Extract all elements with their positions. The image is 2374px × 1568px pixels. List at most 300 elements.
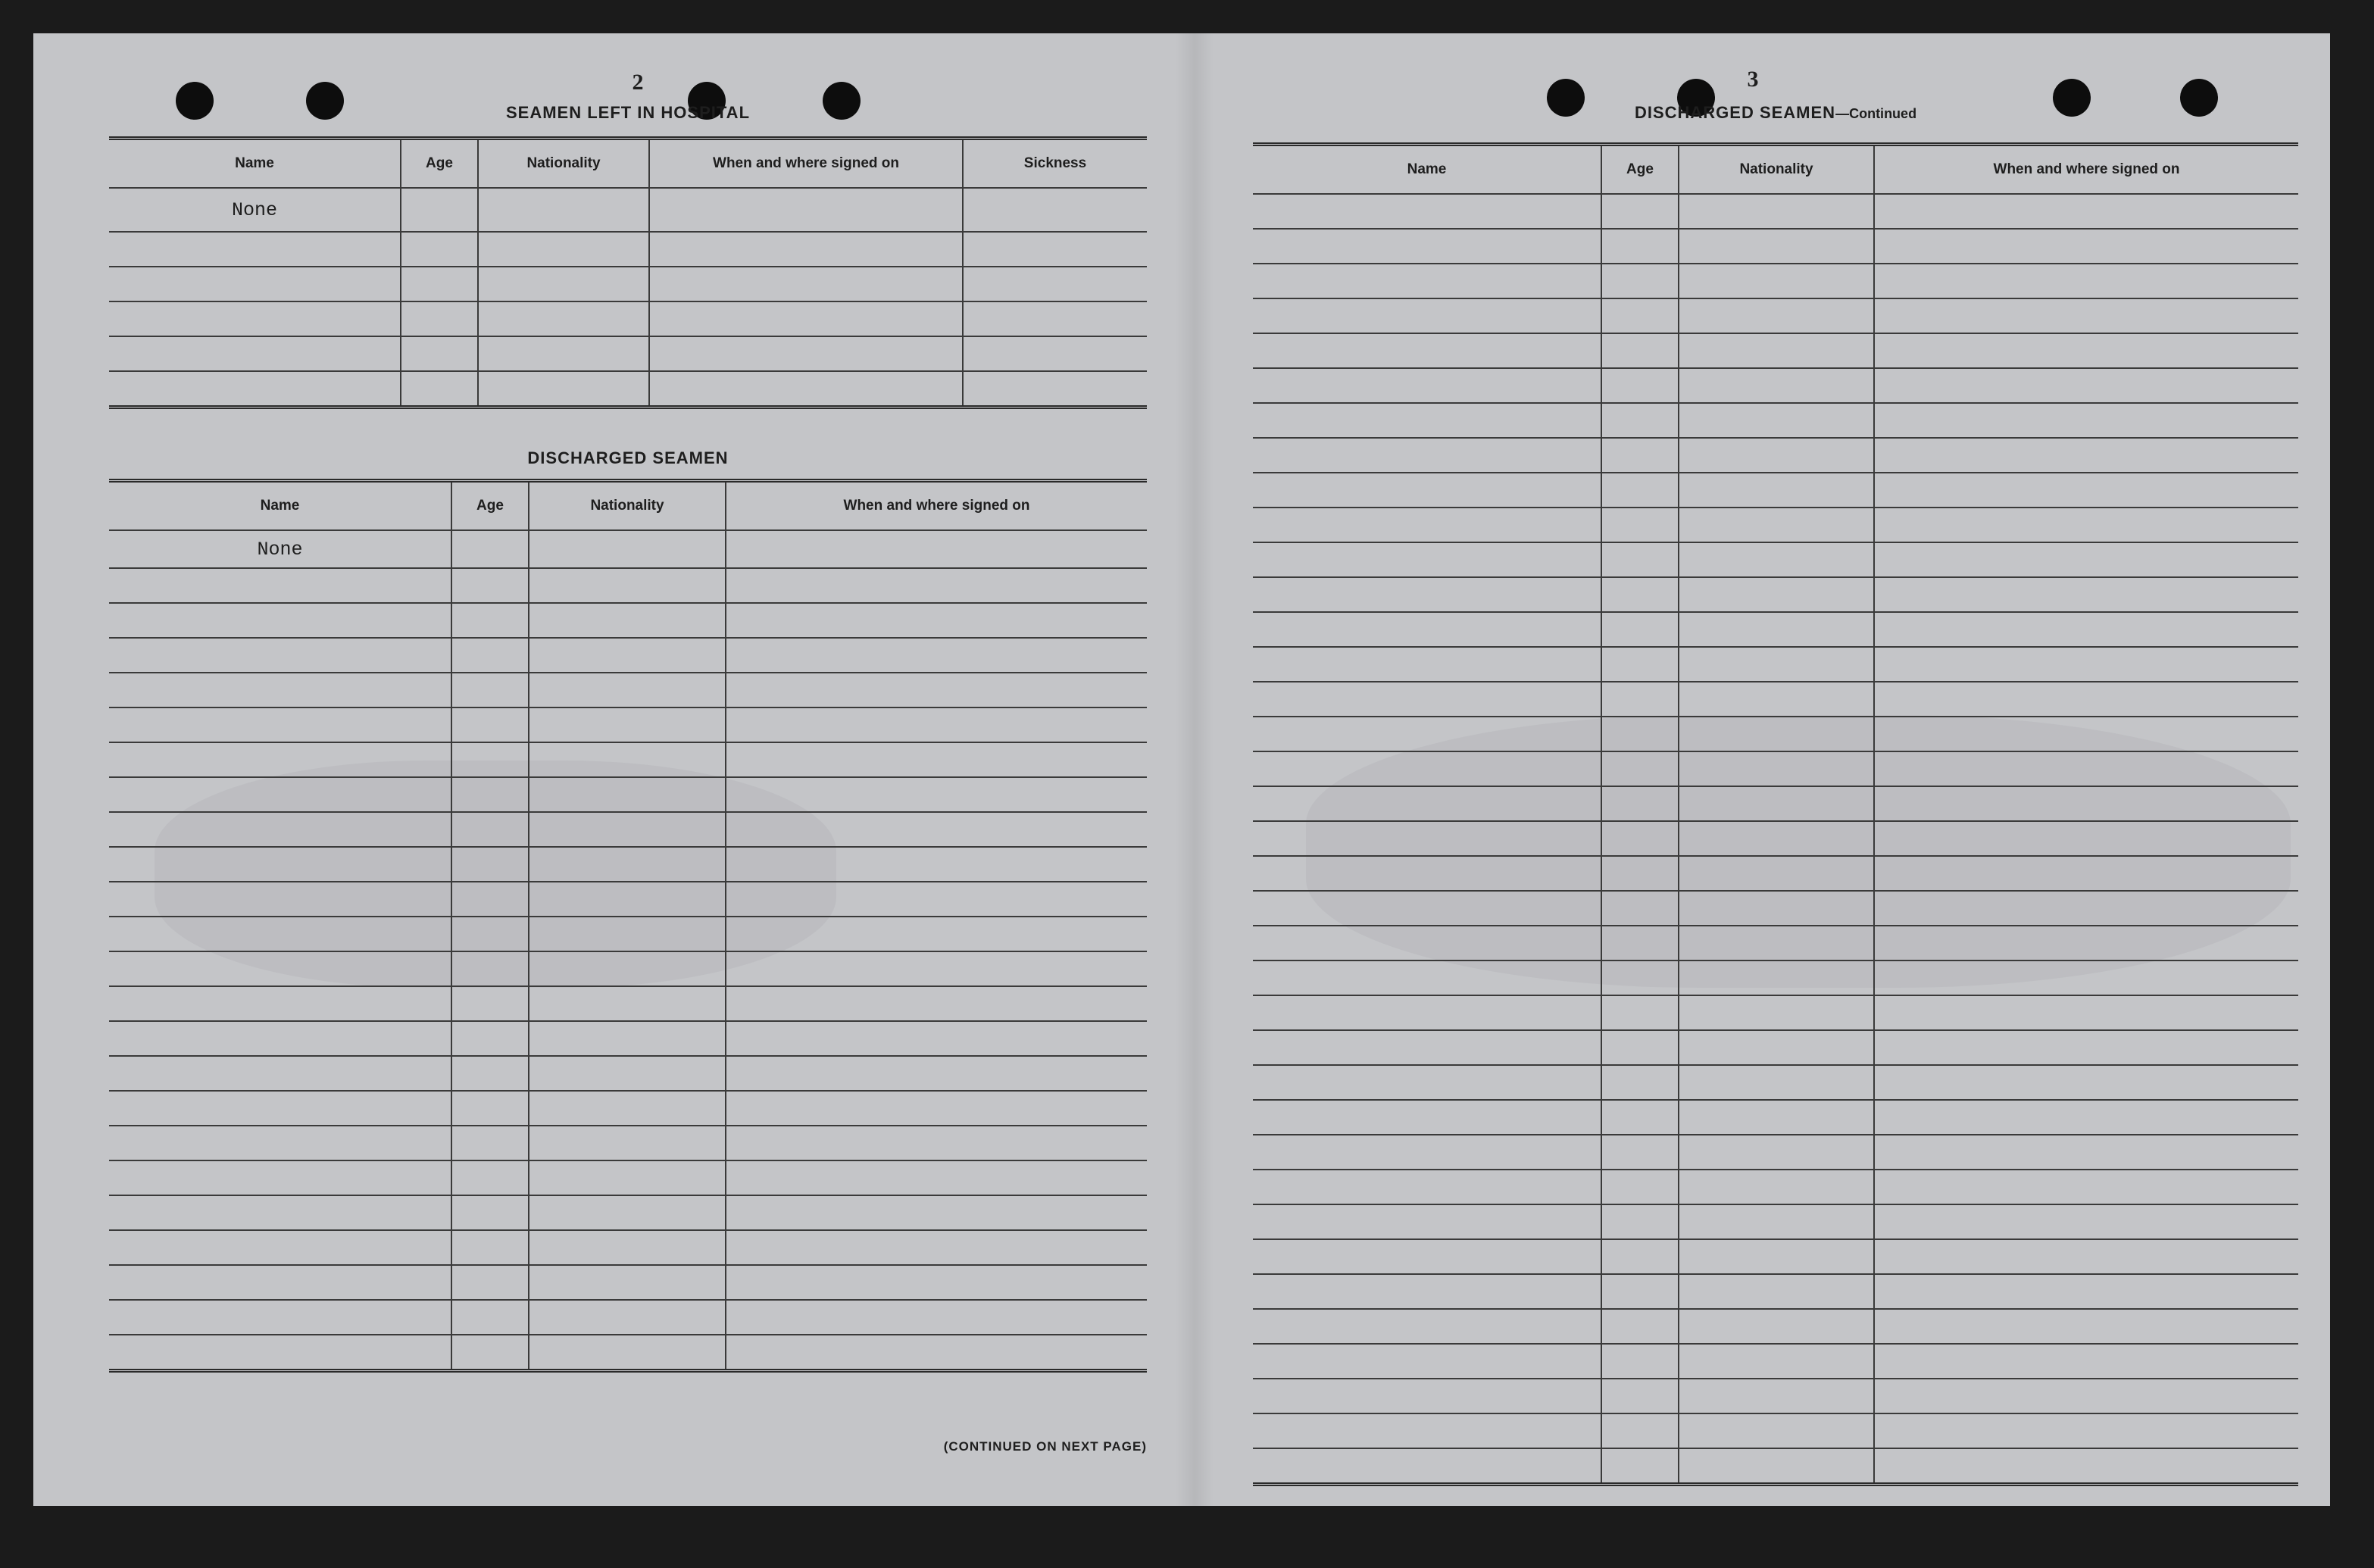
cell-name [109, 917, 451, 951]
cell-nationality [529, 1230, 726, 1265]
cell-age [1601, 1065, 1679, 1100]
cell-name [1253, 682, 1601, 717]
cell-signed-on [649, 232, 963, 267]
cell-nationality [1679, 1135, 1874, 1170]
cell-nationality [1679, 542, 1874, 577]
table-row [109, 673, 1147, 707]
cell-age [451, 1021, 529, 1056]
cell-nationality [1679, 508, 1874, 542]
cell-signed-on [726, 951, 1147, 986]
cell-age [1601, 577, 1679, 612]
cell-age [451, 530, 529, 568]
cell-signed-on [726, 1021, 1147, 1056]
table-row [109, 847, 1147, 882]
cell-age [451, 917, 529, 951]
cell-nationality [1679, 821, 1874, 856]
cell-age [1601, 1239, 1679, 1274]
cell-nationality [529, 568, 726, 603]
table-row [109, 267, 1147, 301]
cell-signed-on [649, 336, 963, 371]
cell-name [109, 812, 451, 847]
cell-age [1601, 473, 1679, 508]
section-title-main: DISCHARGED SEAMEN [1634, 103, 1836, 122]
cell-sickness [963, 371, 1147, 408]
cell-nationality [1679, 577, 1874, 612]
cell-nationality [529, 603, 726, 638]
cell-age [451, 882, 529, 917]
cell-nationality [1679, 368, 1874, 403]
table-row [109, 603, 1147, 638]
table-row [1253, 1135, 2298, 1170]
cell-signed-on [726, 1265, 1147, 1300]
table-row [109, 882, 1147, 917]
table-row [109, 812, 1147, 847]
cell-signed-on [1874, 333, 2298, 368]
column-header-name: Name [109, 139, 401, 189]
table-row [1253, 926, 2298, 960]
table-row [109, 1160, 1147, 1195]
cell-name [1253, 612, 1601, 647]
cell-age [1601, 960, 1679, 995]
cell-age [1601, 647, 1679, 682]
cell-signed-on [1874, 1030, 2298, 1065]
table-row [109, 1300, 1147, 1335]
cell-signed-on [726, 986, 1147, 1021]
cell-nationality [478, 267, 649, 301]
table-row [109, 1056, 1147, 1091]
cell-signed-on [726, 917, 1147, 951]
table-row [1253, 333, 2298, 368]
discharged-table [109, 479, 1147, 1373]
cell-nationality [1679, 1309, 1874, 1344]
cell-age [1601, 264, 1679, 298]
cell-nationality [1679, 229, 1874, 264]
continued-footer: (CONTINUED ON NEXT PAGE) [943, 1439, 1147, 1454]
cell-name [1253, 647, 1601, 682]
cell-nationality [1679, 1448, 1874, 1485]
cell-nationality [1679, 1100, 1874, 1135]
cell-signed-on [649, 301, 963, 336]
cell-signed-on [1874, 577, 2298, 612]
cell-age [1601, 542, 1679, 577]
table-row [1253, 542, 2298, 577]
table-row [109, 301, 1147, 336]
cell-signed-on [1874, 612, 2298, 647]
table-row [1253, 960, 2298, 995]
cell-age [1601, 891, 1679, 926]
table-row [109, 232, 1147, 267]
cell-name [1253, 542, 1601, 577]
cell-signed-on [1874, 1274, 2298, 1309]
table-row [1253, 368, 2298, 403]
cell-age [451, 951, 529, 986]
cell-signed-on [1874, 542, 2298, 577]
cell-name: None [109, 188, 401, 232]
table-row [109, 568, 1147, 603]
cell-nationality [529, 951, 726, 986]
column-header-signed-on: When and where signed on [649, 139, 963, 189]
cell-nationality [1679, 612, 1874, 647]
cell-name [1253, 1204, 1601, 1239]
table-row [1253, 995, 2298, 1030]
cell-signed-on [726, 882, 1147, 917]
table-row [1253, 508, 2298, 542]
scanned-document [33, 33, 2330, 1506]
table-row [109, 1091, 1147, 1126]
cell-sickness [963, 301, 1147, 336]
cell-nationality [1679, 1065, 1874, 1100]
cell-nationality [1679, 1030, 1874, 1065]
cell-age [451, 1160, 529, 1195]
cell-age [1601, 508, 1679, 542]
cell-nationality [1679, 786, 1874, 821]
cell-nationality [1679, 194, 1874, 229]
cell-signed-on [726, 530, 1147, 568]
hospital-table [109, 136, 1147, 409]
table-row [1253, 682, 2298, 717]
cell-nationality [529, 673, 726, 707]
cell-age [451, 638, 529, 673]
column-header-nationality: Nationality [529, 481, 726, 531]
cell-signed-on [726, 777, 1147, 812]
cell-name [1253, 508, 1601, 542]
cell-name [109, 1160, 451, 1195]
cell-signed-on [1874, 368, 2298, 403]
table-row [109, 1265, 1147, 1300]
cell-signed-on [1874, 821, 2298, 856]
table-row [1253, 229, 2298, 264]
cell-signed-on [726, 1056, 1147, 1091]
table-row [1253, 1413, 2298, 1448]
cell-name [109, 1056, 451, 1091]
cell-age [451, 742, 529, 777]
cell-signed-on [1874, 1100, 2298, 1135]
cell-nationality [529, 986, 726, 1021]
column-header-age: Age [1601, 145, 1679, 195]
cell-signed-on [649, 371, 963, 408]
table-row [1253, 821, 2298, 856]
cell-age [1601, 229, 1679, 264]
cell-signed-on [1874, 1379, 2298, 1413]
cell-nationality [1679, 298, 1874, 333]
table-row [1253, 1344, 2298, 1379]
cell-name [109, 267, 401, 301]
cell-name [1253, 751, 1601, 786]
cell-nationality [1679, 1379, 1874, 1413]
cell-sickness [963, 336, 1147, 371]
cell-age [1601, 821, 1679, 856]
cell-signed-on [1874, 438, 2298, 473]
cell-name [1253, 1239, 1601, 1274]
cell-signed-on [726, 1300, 1147, 1335]
section-title-discharged-continued [1253, 103, 2298, 123]
cell-name [1253, 1030, 1601, 1065]
table-row [1253, 438, 2298, 473]
cell-age [451, 1091, 529, 1126]
cell-age [1601, 786, 1679, 821]
table-row [109, 371, 1147, 408]
cell-signed-on [726, 1091, 1147, 1126]
cell-age [1601, 403, 1679, 438]
cell-name [109, 568, 451, 603]
cell-age [401, 301, 478, 336]
table-header-row [109, 139, 1147, 189]
cell-nationality [529, 917, 726, 951]
cell-age [451, 777, 529, 812]
cell-nationality [1679, 1239, 1874, 1274]
cell-signed-on [1874, 1239, 2298, 1274]
table-row [1253, 403, 2298, 438]
cell-signed-on [1874, 1204, 2298, 1239]
cell-nationality [1679, 1170, 1874, 1204]
cell-name: None [109, 530, 451, 568]
table-row [109, 1126, 1147, 1160]
table-row [109, 1195, 1147, 1230]
cell-signed-on [726, 638, 1147, 673]
cell-age [1601, 717, 1679, 751]
cell-age [451, 986, 529, 1021]
cell-age [1601, 751, 1679, 786]
cell-age [1601, 368, 1679, 403]
cell-age [1601, 1344, 1679, 1379]
cell-name [109, 707, 451, 742]
cell-nationality [1679, 891, 1874, 926]
cell-name [1253, 821, 1601, 856]
cell-name [1253, 1135, 1601, 1170]
table-row [109, 707, 1147, 742]
cell-name [1253, 1170, 1601, 1204]
cell-nationality [529, 530, 726, 568]
cell-nationality [529, 742, 726, 777]
cell-name [1253, 786, 1601, 821]
column-header-name: Name [109, 481, 451, 531]
cell-signed-on [1874, 717, 2298, 751]
cell-signed-on [1874, 1309, 2298, 1344]
cell-age [451, 1126, 529, 1160]
cell-name [109, 336, 401, 371]
table-row [109, 742, 1147, 777]
page-fold [1176, 33, 1214, 1506]
cell-age [1601, 1413, 1679, 1448]
cell-signed-on [726, 1335, 1147, 1371]
cell-signed-on [1874, 647, 2298, 682]
cell-name [109, 232, 401, 267]
cell-nationality [1679, 647, 1874, 682]
cell-name [1253, 1274, 1601, 1309]
cell-signed-on [1874, 1170, 2298, 1204]
cell-age [1601, 1100, 1679, 1135]
cell-name [1253, 298, 1601, 333]
cell-nationality [1679, 333, 1874, 368]
cell-signed-on [726, 603, 1147, 638]
cell-nationality [1679, 1274, 1874, 1309]
table-row [109, 917, 1147, 951]
cell-signed-on [1874, 926, 2298, 960]
table-row [1253, 856, 2298, 891]
cell-name [1253, 1448, 1601, 1485]
cell-age [1601, 926, 1679, 960]
cell-name [1253, 717, 1601, 751]
table-row [109, 1021, 1147, 1056]
cell-nationality [529, 1126, 726, 1160]
table-row [109, 777, 1147, 812]
cell-age [451, 707, 529, 742]
cell-name [109, 742, 451, 777]
cell-nationality [478, 336, 649, 371]
cell-nationality [1679, 473, 1874, 508]
cell-nationality [1679, 1344, 1874, 1379]
cell-signed-on [726, 1160, 1147, 1195]
column-header-nationality: Nationality [1679, 145, 1874, 195]
cell-signed-on [726, 707, 1147, 742]
table-row [1253, 1448, 2298, 1485]
cell-name [109, 951, 451, 986]
cell-name [109, 1230, 451, 1265]
cell-age [451, 847, 529, 882]
cell-name [1253, 1344, 1601, 1379]
cell-age [451, 603, 529, 638]
cell-name [109, 1126, 451, 1160]
cell-name [109, 882, 451, 917]
page-number: 3 [1747, 67, 1759, 92]
column-header-signed-on: When and where signed on [1874, 145, 2298, 195]
section-title-hospital: SEAMEN LEFT IN HOSPITAL [505, 103, 751, 122]
cell-age [1601, 1379, 1679, 1413]
table-row [1253, 612, 2298, 647]
table-row [1253, 264, 2298, 298]
cell-nationality [1679, 995, 1874, 1030]
cell-name [1253, 960, 1601, 995]
cell-age [1601, 298, 1679, 333]
table-row [1253, 1204, 2298, 1239]
table-row [1253, 647, 2298, 682]
cell-nationality [529, 707, 726, 742]
cell-name [1253, 995, 1601, 1030]
cell-name [1253, 368, 1601, 403]
cell-signed-on [1874, 264, 2298, 298]
cell-name [109, 603, 451, 638]
cell-name [1253, 1379, 1601, 1413]
cell-name [1253, 333, 1601, 368]
cell-signed-on [1874, 856, 2298, 891]
cell-nationality [1679, 1413, 1874, 1448]
cell-name [109, 1300, 451, 1335]
cell-nationality [529, 812, 726, 847]
cell-signed-on [1874, 995, 2298, 1030]
cell-name [1253, 1100, 1601, 1135]
table-row [109, 951, 1147, 986]
cell-age [451, 1335, 529, 1371]
cell-age [1601, 1030, 1679, 1065]
table-row [1253, 717, 2298, 751]
cell-signed-on [1874, 194, 2298, 229]
table-header-row [1253, 145, 2298, 195]
column-header-age: Age [401, 139, 478, 189]
cell-signed-on [1874, 298, 2298, 333]
cell-name [1253, 926, 1601, 960]
cell-signed-on [1874, 1135, 2298, 1170]
section-title-discharged: DISCHARGED SEAMEN [527, 448, 729, 467]
cell-age [1601, 194, 1679, 229]
cell-signed-on [1874, 891, 2298, 926]
table-row [1253, 1065, 2298, 1100]
cell-age [1601, 1170, 1679, 1204]
cell-signed-on [1874, 229, 2298, 264]
table-row [109, 188, 1147, 232]
cell-age [1601, 438, 1679, 473]
discharged-continued-table [1253, 142, 2298, 1486]
cell-name [109, 1335, 451, 1371]
table-row [1253, 1309, 2298, 1344]
cell-age [451, 1195, 529, 1230]
cell-signed-on [1874, 403, 2298, 438]
cell-name [1253, 1309, 1601, 1344]
cell-name [1253, 473, 1601, 508]
cell-name [1253, 194, 1601, 229]
cell-signed-on [1874, 1344, 2298, 1379]
cell-nationality [1679, 926, 1874, 960]
cell-name [1253, 403, 1601, 438]
cell-signed-on [1874, 1413, 2298, 1448]
cell-name [1253, 438, 1601, 473]
cell-signed-on [726, 742, 1147, 777]
cell-age [451, 673, 529, 707]
cell-age [451, 1265, 529, 1300]
cell-name [109, 1195, 451, 1230]
cell-signed-on [726, 812, 1147, 847]
cell-signed-on [1874, 1448, 2298, 1485]
cell-nationality [478, 188, 649, 232]
cell-sickness [963, 232, 1147, 267]
cell-name [1253, 891, 1601, 926]
cell-signed-on [1874, 751, 2298, 786]
column-header-age: Age [451, 481, 529, 531]
cell-age [451, 812, 529, 847]
section-title-suffix: —Continued [1835, 106, 1917, 121]
table-row [1253, 891, 2298, 926]
cell-nationality [1679, 1204, 1874, 1239]
table-row [109, 530, 1147, 568]
cell-name [1253, 856, 1601, 891]
cell-name [109, 673, 451, 707]
cell-name [1253, 229, 1601, 264]
cell-nationality [529, 847, 726, 882]
cell-nationality [529, 1056, 726, 1091]
cell-nationality [529, 638, 726, 673]
cell-signed-on [1874, 508, 2298, 542]
cell-age [401, 371, 478, 408]
cell-nationality [529, 1160, 726, 1195]
table-header-row [109, 481, 1147, 531]
cell-signed-on [1874, 682, 2298, 717]
cell-age [1601, 1274, 1679, 1309]
cell-nationality [1679, 960, 1874, 995]
cell-name [109, 371, 401, 408]
cell-age [1601, 1135, 1679, 1170]
cell-nationality [529, 882, 726, 917]
table-row [109, 638, 1147, 673]
cell-signed-on [1874, 473, 2298, 508]
cell-signed-on [1874, 1065, 2298, 1100]
column-header-name: Name [1253, 145, 1601, 195]
cell-nationality [478, 301, 649, 336]
cell-signed-on [726, 1195, 1147, 1230]
table-row [1253, 1239, 2298, 1274]
table-row [1253, 1170, 2298, 1204]
column-header-nationality: Nationality [478, 139, 649, 189]
cell-name [1253, 1413, 1601, 1448]
cell-signed-on [726, 847, 1147, 882]
